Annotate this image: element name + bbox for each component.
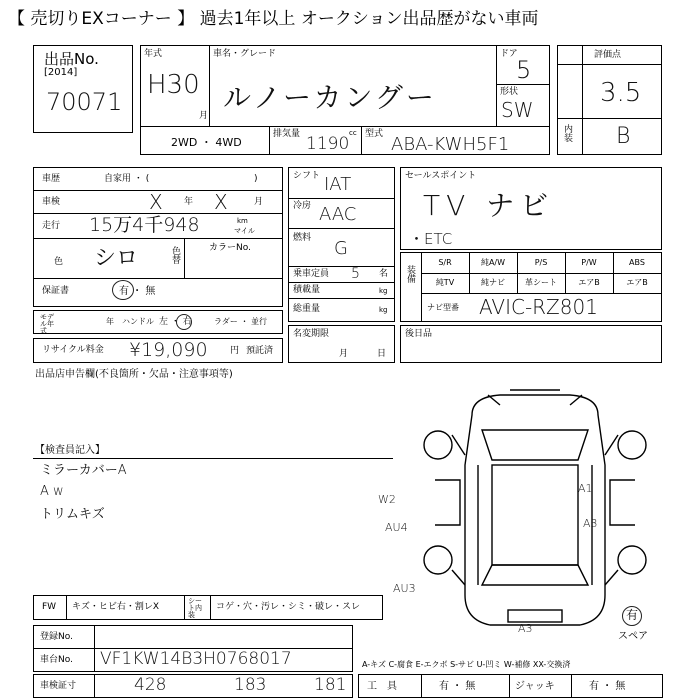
color-no-label: カラーNo. (209, 243, 251, 253)
shape-label: 形状 (500, 87, 519, 97)
interior-value: B (616, 124, 631, 149)
chassis-value: VF1KW14B3H0768017 (100, 649, 292, 669)
inspection-label: 車検 (42, 197, 61, 207)
recycle-unit: 円 (230, 346, 240, 356)
interior-label: 内装 (564, 125, 574, 144)
inspection-value2: X (214, 190, 228, 214)
fuel-value: G (334, 238, 348, 259)
rudder-label: ラダー ・ 並行 (214, 317, 268, 326)
equipment-item: P/S (534, 258, 548, 267)
fuel-label: 燃料 (293, 233, 312, 243)
diagram-mark-au4: AU4 (385, 521, 408, 534)
jack-label: ジャッキ (515, 681, 555, 692)
capacity-label: 乗車定員 (293, 269, 330, 279)
cert-height: 181 (314, 675, 347, 695)
history-close: ) (254, 174, 258, 184)
specs-box (288, 167, 395, 322)
mileage-unit-mile: マイル (234, 227, 255, 235)
seat-items: コゲ・穴・汚レ・シミ・破レ・スレ (216, 602, 361, 612)
diagram-mark-a3: A3 (583, 517, 598, 530)
tools-row (358, 674, 663, 698)
model-year-row (33, 310, 283, 334)
ac-value: AAC (319, 204, 357, 225)
color-label: 色 (54, 257, 64, 267)
navi-value: AVIC-RZ801 (479, 295, 598, 319)
load-label: 積載量 (293, 285, 321, 295)
recycle-status: 預託済 (246, 346, 274, 356)
equipment-item: 純TV (435, 278, 455, 287)
cert-row (33, 674, 353, 698)
equipment-item: P/W (581, 258, 597, 267)
gross-unit: kg (379, 306, 388, 314)
recycle-row (33, 338, 283, 363)
cert-width: 183 (234, 675, 267, 695)
displacement-unit: cc (349, 129, 357, 137)
history-label: 車歴 (42, 174, 61, 184)
navi-label: ナビ型番 (427, 303, 459, 312)
name-value: ルノーカングー (223, 81, 437, 114)
score-value: 3.5 (600, 78, 642, 108)
fw-items: キズ・ヒビ右・割レX (72, 602, 159, 612)
fw-label: FW (42, 602, 57, 612)
shape-value: SW (501, 98, 534, 122)
sales-line1: TV ナビ (423, 189, 555, 222)
score-label: 評価点 (594, 50, 622, 60)
warranty-label: 保証書 (42, 286, 70, 296)
equipment-item: S/R (438, 258, 452, 267)
sales-line2: ・ETC (409, 230, 453, 248)
capacity-unit: 名 (379, 269, 389, 279)
capacity-value: 5 (351, 266, 360, 282)
color-change: 色替 (172, 247, 182, 266)
cert-label: 車検証寸 (40, 681, 77, 691)
inspector-line-2: A w (40, 484, 64, 499)
inspection-value1: X (149, 190, 163, 214)
equipment-item: ABS (629, 258, 645, 267)
ac-label: 冷房 (293, 201, 312, 211)
change-month: 月 (339, 349, 349, 359)
model-year-unit: 年 (106, 317, 114, 326)
equipment-item: エアB (578, 278, 600, 287)
equipment-label: 装備 (407, 266, 417, 285)
year-month: 月 (199, 111, 209, 121)
model-year-label: モデル年式 (40, 313, 54, 335)
cert-length: 428 (134, 675, 167, 695)
seat-label: シート内装 (188, 597, 202, 619)
lot-number-box (33, 45, 133, 133)
change-box (288, 325, 395, 363)
inspection-month: 月 (254, 197, 264, 207)
lot-year-tag: [2014] (44, 67, 78, 78)
reg-label: 登録No. (40, 632, 73, 642)
equipment-item: 純ナビ (481, 278, 505, 287)
recycle-value: ¥19,090 (129, 339, 208, 361)
handle-label: ハンドル (122, 317, 154, 326)
jack-value: 有 ・ 無 (589, 681, 626, 692)
equipment-item: 純A/W (480, 258, 506, 267)
color-value: シロ (94, 246, 139, 271)
equipment-box (400, 252, 662, 322)
diagram-mark-a3-rear: A3 (518, 622, 533, 635)
model-label: 型式 (365, 129, 384, 139)
diagram-mark-a1: A1 (578, 482, 593, 495)
page-title: 【 売切りEXコーナー 】 過去1年以上 オークション出品歴がない車両 (8, 9, 539, 29)
vehicle-box (140, 45, 550, 155)
condition-row (33, 595, 383, 620)
later-box (400, 325, 662, 363)
change-day: 日 (377, 349, 387, 359)
shift-value: IAT (324, 174, 352, 195)
inspector-line-3: トリムキズ (40, 507, 105, 522)
change-label: 名変期限 (293, 329, 330, 339)
sales-box (400, 167, 662, 250)
score-box (557, 45, 662, 155)
lot-label: 出品No. (44, 50, 99, 68)
spare-mark: 有 (626, 608, 639, 622)
diagram-mark-w2: W2 (378, 493, 396, 506)
inspector-line-1: ミラーカバーA (40, 463, 127, 478)
spare-label: スペア (618, 631, 648, 642)
legend: A-キズ C-腐食 E-エクボ S-サビ U-凹ミ W-補修 XX-交換済 (362, 660, 571, 669)
recycle-label: リサイクル料金 (42, 345, 104, 355)
chassis-label: 車台No. (40, 655, 73, 665)
displacement-value: 1190 (306, 134, 350, 154)
tools-label: 工 具 (367, 681, 397, 692)
load-unit: kg (379, 287, 388, 295)
model-value: ABA-KWH5F1 (391, 134, 510, 155)
registration-box (33, 625, 353, 672)
gross-label: 総重量 (293, 304, 321, 314)
mileage-label: 走行 (42, 221, 61, 231)
year-value: H30 (147, 70, 200, 100)
warranty-value: 有 ・ 無 (119, 286, 156, 297)
equipment-item: エアB (626, 278, 648, 287)
doors-value: 5 (516, 56, 532, 84)
history-box (33, 167, 283, 307)
shift-label: シフト (293, 171, 321, 181)
mileage-value: 15万4千948 (89, 214, 200, 236)
diagram-mark-au3: AU3 (393, 582, 416, 595)
history-options: 自家用 ・ ( (104, 174, 150, 184)
displacement-label: 排気量 (273, 129, 301, 139)
equipment-item: 革シート (525, 278, 557, 287)
lot-number: 70071 (46, 88, 123, 116)
tools-value: 有 ・ 無 (439, 681, 476, 692)
inspection-year: 年 (184, 197, 194, 207)
doors-label: ドア (500, 49, 518, 59)
year-label: 年式 (144, 49, 163, 59)
name-label: 車名・グレード (213, 49, 277, 59)
drive-label: 2WD ・ 4WD (171, 136, 242, 149)
notes-label: 出品店申告欄(不良箇所・欠品・注意事項等) (35, 369, 233, 380)
later-label: 後日品 (405, 329, 433, 339)
inspector-label: 【検査員記入】 (35, 445, 105, 456)
sales-label: セールスポイント (405, 171, 477, 181)
mileage-unit-km: km (237, 217, 248, 225)
handle-value: 左 ・ 右 (159, 317, 192, 327)
